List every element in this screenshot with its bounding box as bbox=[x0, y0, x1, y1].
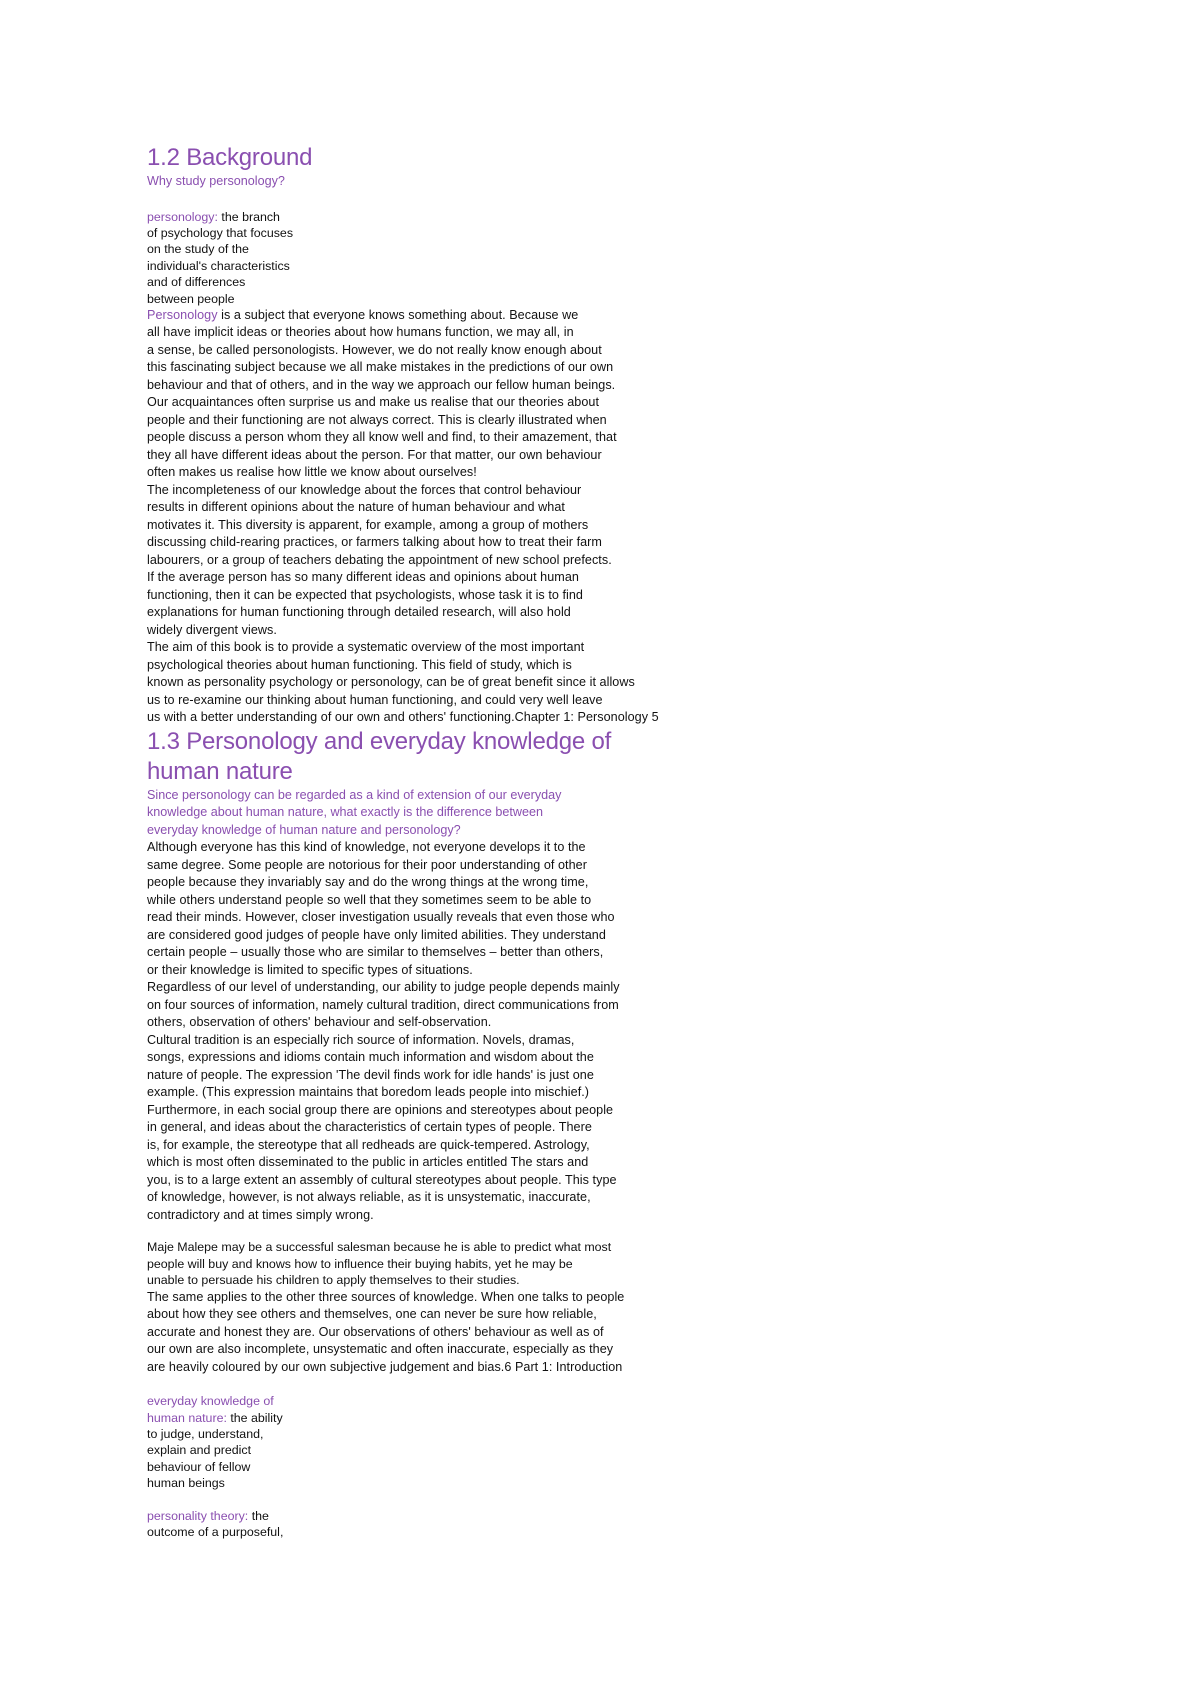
section-question-1-3-line: everyday knowledge of human nature and personology? bbox=[147, 822, 461, 837]
text-line: psychological theories about human functioning. This field of study, which is bbox=[147, 657, 572, 672]
text-line: is, for example, the stereotype that all redheads are quick-tempered. Astrology, bbox=[147, 1137, 590, 1152]
text-line: people discuss a person whom they all know well and find, to their amazement, that bbox=[147, 430, 617, 445]
glossary-term: everyday knowledge of bbox=[147, 1394, 274, 1409]
text-line: The incompleteness of our knowledge about the forces that control behaviour bbox=[147, 482, 582, 497]
glossary-def-line: between people bbox=[147, 291, 235, 306]
paragraph bbox=[147, 307, 1147, 482]
paragraph bbox=[147, 839, 1147, 979]
text-line: they all have different ideas about the person. For that matter, our own behaviour bbox=[147, 447, 602, 462]
section-heading-1-3-line: 1.3 Personology and everyday knowledge of bbox=[147, 727, 612, 755]
glossary-everyday-knowledge bbox=[147, 1393, 1147, 1491]
text-line: explanations for human functioning through detailed research, will also hold bbox=[147, 605, 571, 620]
glossary-def-line: behaviour of fellow bbox=[147, 1459, 251, 1474]
text-line: The aim of this book is to provide a systematic overview of the most important bbox=[147, 640, 585, 655]
glossary-def-line: of psychology that focuses bbox=[147, 225, 294, 240]
text-line: about how they see others and themselves, one can never be sure how reliable, bbox=[147, 1307, 597, 1322]
text-line: on four sources of information, namely cultural tradition, direct communications from bbox=[147, 997, 619, 1012]
page-content bbox=[147, 143, 1147, 1540]
example-line: people will buy and knows how to influence their buying habits, yet he may be bbox=[147, 1256, 573, 1271]
example-line: Maje Malepe may be a successful salesman because he is able to predict what most bbox=[147, 1240, 612, 1255]
text-line: Although everyone has this kind of knowledge, not everyone develops it to the bbox=[147, 840, 586, 855]
glossary-personality-theory bbox=[147, 1508, 1147, 1541]
text-line: are heavily coloured by our own subjective judgement and bias.6 Part 1: Introduction bbox=[147, 1359, 623, 1374]
text-line: others, observation of others' behaviour and self-observation. bbox=[147, 1015, 492, 1030]
glossary-term: human nature: bbox=[147, 1410, 227, 1425]
text-line: or their knowledge is limited to specific types of situations. bbox=[147, 962, 473, 977]
glossary-def-line: and of differences bbox=[147, 275, 246, 290]
glossary-term: personality theory: bbox=[147, 1508, 249, 1523]
glossary-def-line: outcome of a purposeful, bbox=[147, 1525, 284, 1539]
text-line: a sense, be called personologists. However, we do not really know enough about bbox=[147, 342, 602, 357]
paragraph bbox=[147, 1289, 1147, 1377]
text-line: this fascinating subject because we all make mistakes in the predictions of our own bbox=[147, 360, 614, 375]
text-line: you, is to a large extent an assembly of cultural stereotypes about people. This type bbox=[147, 1172, 617, 1187]
paragraph bbox=[147, 639, 1147, 727]
glossary-def-line: the ability bbox=[226, 1410, 283, 1425]
text-line: results in different opinions about the nature of human behaviour and what bbox=[147, 500, 565, 515]
text-line: are considered good judges of people have only limited abilities. They understand bbox=[147, 927, 606, 942]
text-line: same degree. Some people are notorious for their poor understanding of other bbox=[147, 857, 587, 872]
text-line: functioning, then it can be expected that psychologists, whose task it is to find bbox=[147, 587, 583, 602]
text-line: people and their functioning are not always correct. This is clearly illustrated when bbox=[147, 412, 607, 427]
text-line: contradictory and at times simply wrong. bbox=[147, 1207, 374, 1222]
text-line: labourers, or a group of teachers debating the appointment of new school prefects. bbox=[147, 552, 612, 567]
glossary-def-line: on the study of the bbox=[147, 242, 249, 257]
text-line: behaviour and that of others, and in the way we approach our fellow human beings. bbox=[147, 377, 616, 392]
text-line: read their minds. However, closer investigation usually reveals that even those who bbox=[147, 910, 615, 925]
text-line: known as personality psychology or personology, can be of great benefit since it allows bbox=[147, 675, 635, 690]
glossary-def-line: human beings bbox=[147, 1476, 225, 1491]
text-line: certain people – usually those who are similar to themselves – better than others, bbox=[147, 945, 604, 960]
text-line: all have implicit ideas or theories about how humans function, we may all, in bbox=[147, 325, 574, 340]
example-box bbox=[147, 1239, 1147, 1288]
paragraph bbox=[147, 1032, 1147, 1225]
highlighted-term: Personology bbox=[147, 307, 218, 322]
text-line: while others understand people so well that they sometimes seem to be able to bbox=[147, 892, 592, 907]
glossary-def-line: to judge, understand, bbox=[147, 1426, 264, 1441]
text-line: us with a better understanding of our own and others' functioning.Chapter 1: Personology 5 bbox=[147, 710, 659, 725]
text-line: If the average person has so many different ideas and opinions about human bbox=[147, 570, 579, 585]
glossary-def-line: the bbox=[248, 1508, 269, 1523]
text-line: which is most often disseminated to the public in articles entitled The stars and bbox=[147, 1155, 589, 1170]
text-line: motivates it. This diversity is apparent, for example, among a group of mothers bbox=[147, 517, 589, 532]
text-line: often makes us realise how little we know about ourselves! bbox=[147, 465, 477, 480]
paragraph bbox=[147, 979, 1147, 1032]
glossary-term: personology: bbox=[147, 209, 218, 224]
text-line: nature of people. The expression 'The devil finds work for idle hands' is just one bbox=[147, 1067, 594, 1082]
text-line: Cultural tradition is an especially rich source of information. Novels, dramas, bbox=[147, 1032, 575, 1047]
section-heading-1-3-line: human nature bbox=[147, 757, 293, 785]
glossary-def-line: explain and predict bbox=[147, 1443, 252, 1458]
text-line: of knowledge, however, is not always reliable, as it is unsystematic, inaccurate, bbox=[147, 1190, 591, 1205]
section-question-1-2: Why study personology? bbox=[147, 174, 285, 188]
text-line: Furthermore, in each social group there are opinions and stereotypes about people bbox=[147, 1102, 614, 1117]
text-line: us to re-examine our thinking about human functioning, and could very well leave bbox=[147, 692, 603, 707]
section-heading-1-2: 1.2 Background bbox=[147, 144, 313, 171]
text-line: example. (This expression maintains that boredom leads people into mischief.) bbox=[147, 1085, 590, 1100]
text-line: accurate and honest they are. Our observations of others' behaviour as well as of bbox=[147, 1324, 604, 1339]
example-line: unable to persuade his children to apply themselves to their studies. bbox=[147, 1273, 520, 1288]
text-line: Our acquaintances often surprise us and make us realise that our theories about bbox=[147, 395, 599, 410]
text-line: is a subject that everyone knows something about. Because we bbox=[217, 307, 579, 322]
text-line: Regardless of our level of understanding, our ability to judge people depends mainly bbox=[147, 980, 620, 995]
text-line: our own are also incomplete, unsystematic and often inaccurate, especially as they bbox=[147, 1342, 614, 1357]
text-line: widely divergent views. bbox=[147, 622, 277, 637]
text-line: discussing child-rearing practices, or farmers talking about how to treat their farm bbox=[147, 535, 602, 550]
section-question-1-3-line: knowledge about human nature, what exactly is the difference between bbox=[147, 805, 544, 820]
text-line: songs, expressions and idioms contain much information and wisdom about the bbox=[147, 1050, 594, 1065]
section-question-1-3-line: Since personology can be regarded as a kind of extension of our everyday bbox=[147, 787, 562, 802]
glossary-def-line: the branch bbox=[217, 209, 280, 224]
text-line: in general, and ideas about the characteristics of certain types of people. There bbox=[147, 1120, 592, 1135]
paragraph bbox=[147, 482, 1147, 640]
glossary-personology bbox=[147, 209, 1147, 307]
text-line: people because they invariably say and do the wrong things at the wrong time, bbox=[147, 875, 589, 890]
glossary-def-line: individual's characteristics bbox=[147, 258, 290, 273]
text-line: The same applies to the other three sources of knowledge. When one talks to people bbox=[147, 1289, 625, 1304]
